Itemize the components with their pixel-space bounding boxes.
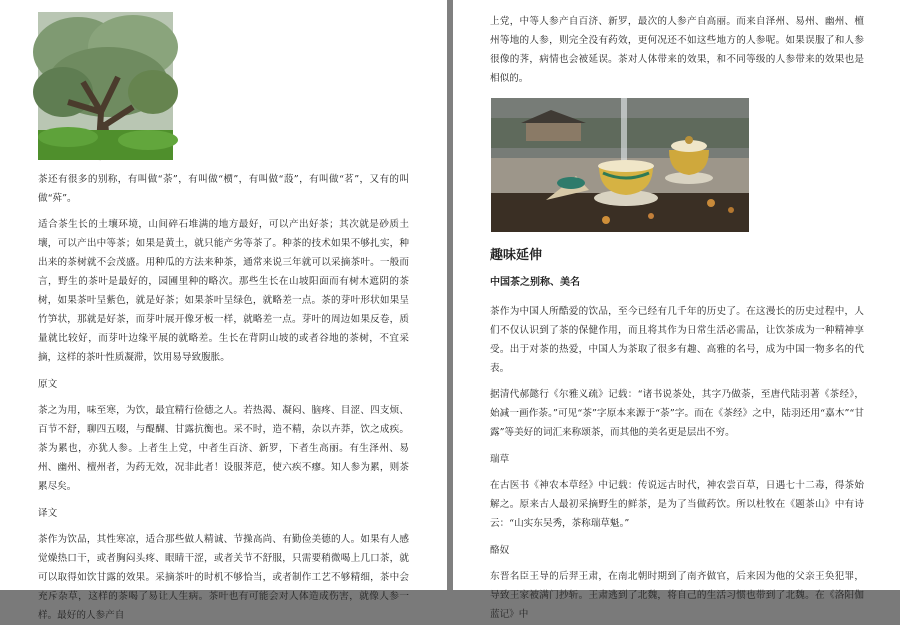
- label-translation: 译文: [38, 508, 58, 519]
- paragraph-translation: 茶作为饮品，其性寒凉，适合那些做人精诚、节操高尚、有勤俭美德的人。如果有人感觉燥热口干，或者胸闷头疼、眼睛干涩，或者关节不舒服，只需要稍微喝上几口茶，就可以取得如饮甘露的效果。采摘茶叶的时机不够恰当，或者制作工艺不够精细，茶中会充斥杂草，这样的茶喝了易让人生病。茶叶也有可能会对人体造成伤害，就像人参一样。最好的人参产自: [38, 534, 409, 621]
- label-ruicao: 瑞草: [490, 454, 510, 465]
- section-heading: 趣味延伸: [490, 248, 543, 263]
- label-original-text: 原文: [38, 379, 58, 390]
- ancient-tea-tree-image: [38, 12, 173, 160]
- left-page: [0, 0, 447, 621]
- paragraph-erya: 据清代郝懿行《尔雅义疏》记载：“诸书说茶处，其字乃做荼，至唐代陆羽著《茶经》，始减一画作荼。”可见“茶”字原本来源于“荼”字。而在《茶经》之中，陆羽还用“嘉木”“甘露”等美好的词汇来称颂茶，而其他的美名更是层出不穷。: [490, 389, 864, 438]
- right-page: [453, 0, 900, 620]
- paragraph-tea-history: 茶作为中国人所酷爱的饮品，至今已经有几千年的历史了。在这漫长的历史过程中，人们不仅认识到了茶的保健作用，而且将其作为日常生活必需品，让饮茶成为一种精神享受。出于对茶的热爱，中国人为茶取了很多有趣、高雅的名号，成为中国一物多名的代表。: [490, 306, 864, 374]
- paragraph-translation-continued: 上党，中等人参产自百济、新罗，最次的人参产自高丽。而来自泽州、易州、幽州、檀州等地的人参，则完全没有药效，更何况还不如这些地方的人参呢。如果误服了和人参很像的荠，病情也会被延误。茶对人体带来的效果，和不同等级的人参带来的效果也是相似的。: [490, 16, 864, 84]
- tree-illustration: [38, 12, 173, 160]
- section-subheading: 中国茶之别称、美名: [490, 277, 580, 288]
- paragraph-ruicao: 在古医书《神农本草经》中记载：传说远古时代，神农尝百草，日遇七十二毒，得茶始解之。原来古人最初采摘野生的鲜茶，是为了当做药饮。所以杜牧在《题茶山》中有诗云：“山实东吴秀，茶称瑞草魁。”: [490, 480, 864, 529]
- paragraph-original: 茶之为用，味至寒，为饮，最宜精行俭德之人。若热渴、凝闷、脑疼、目涩、四支烦、百节不舒，聊四五啜，与醍醐、甘露抗衡也。采不时，造不精，杂以卉莽，饮之成疾。茶为累也，亦犹人参。上者生上党，中者生百济、新罗，下者生高丽。有生泽州、易州、幽州、檀州者，为药无效，况非此者！设服荠苨，使六疾不瘳。知人参为累，则茶累尽矣。: [38, 405, 409, 492]
- label-laonu: 酪奴: [490, 545, 510, 556]
- tea-cups-image: [491, 98, 749, 232]
- paragraph-tea-aliases: 茶还有很多的别称，有叫做“荼”，有叫做“槚”，有叫做“蔎”，有叫做“茗”，又有的叫做“荈”。: [38, 174, 409, 204]
- paragraph-soil: 适合茶生长的土壤环境，山间碎石堆满的地方最好，可以产出好茶；其次就是砂质土壤，可以产出中等茶；如果是黄土，就只能产劣等茶了。种茶的技术如果不够扎实，种出来的茶树就不会茂盛。用种瓜的方法来种茶，通常来说三年就可以采摘茶叶。一般而言，野生的茶叶是最好的，园圃里种的略次。那些生长在山坡阳面而有树木遮阴的茶树，如果茶叶呈紫色，就是好茶；如果茶叶呈绿色，就略差一点。茶的芽叶形状如果呈竹笋状，那就是好茶，而芽叶展开像牙板一样，就略差一点。芽叶的周边如果反卷，质量就比较好，而芽叶边缘平展的就略差。生长在背阴山坡的或者谷地的茶树，不宜采摘，这样的茶叶性质凝滞，饮用易导致腹胀。: [38, 219, 409, 363]
- paragraph-laonu: 东晋名臣王导的后羿王肃，在南北朝时期到了南齐做官，后来因为他的父亲王奂犯罪，导致王家被满门抄斩。王肃逃到了北魏，将自己的生活习惯也带到了北魏。在《洛阳伽蓝记》中: [490, 571, 864, 620]
- tea-cups-illustration: [491, 98, 749, 232]
